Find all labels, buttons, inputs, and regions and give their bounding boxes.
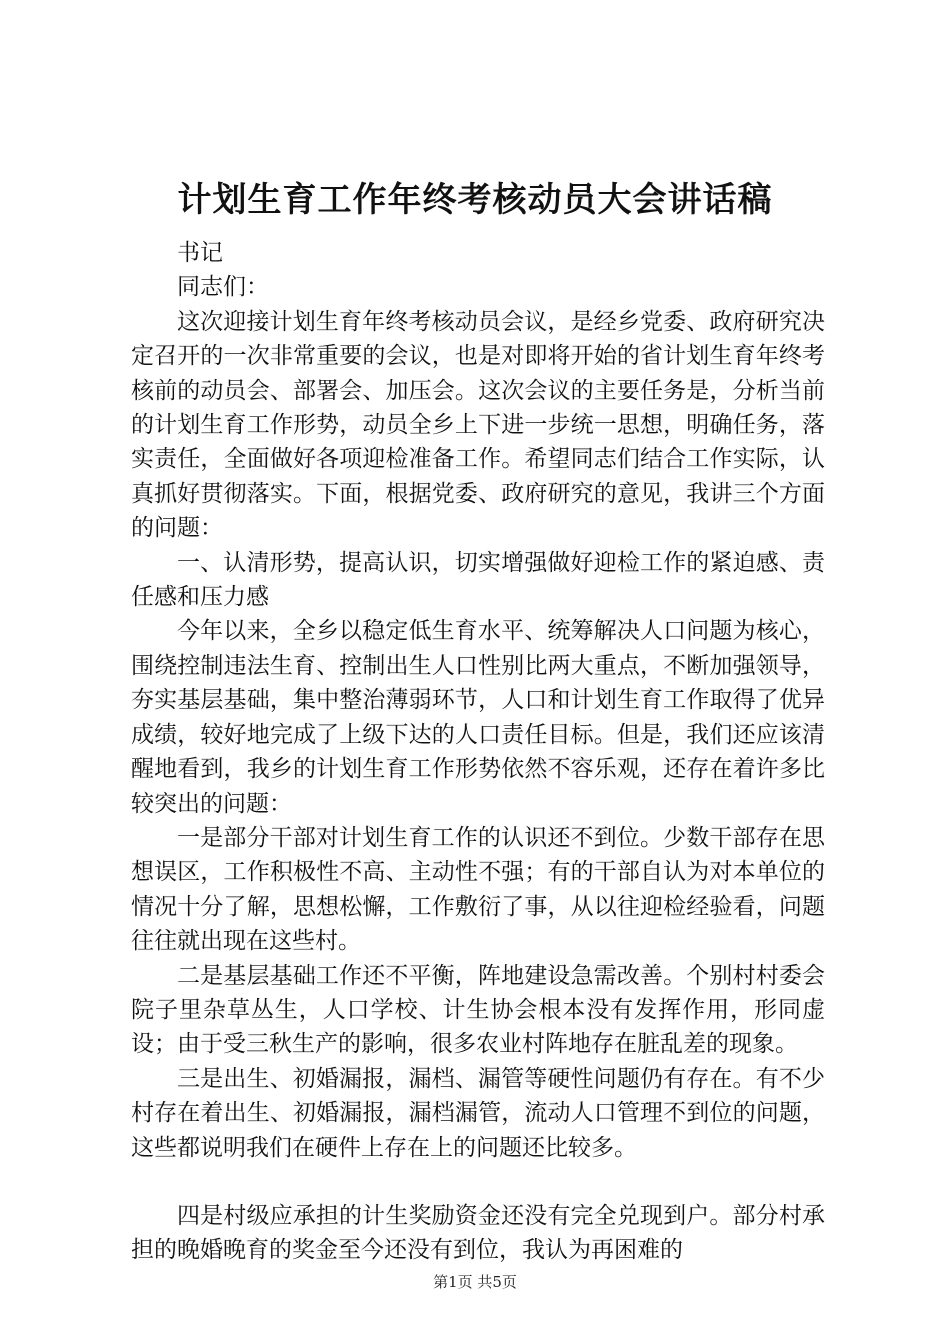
paragraph-problem-1: 一是部分干部对计划生育工作的认识还不到位。少数干部存在思想误区，工作积极性不高、主动性不强；有的干部自认为对本单位的情况十分了解，思想松懈，工作敷衍了事，从以往迎检经验看，问题往往就出现在这些村。 xyxy=(131,824,825,955)
paragraph-salutation-comrades: 同志们： xyxy=(177,274,269,301)
paragraph-situation: 今年以来，全乡以稳定低生育水平、统筹解决人口问题为核心，围绕控制违法生育、控制出生人口性别比两大重点，不断加强领导，夯实基层基础，集中整治薄弱环节，人口和计划生育工作取得了优异成绩，较好地完成了上级下达的人口责任目标。但是，我们还应该清醒地看到，我乡的计划生育工作形势依然不容乐观，还存在着许多比较突出的问题： xyxy=(131,618,825,817)
page-number: 第1页 共5页 xyxy=(433,1273,517,1291)
paragraph-problem-3: 三是出生、初婚漏报，漏档、漏管等硬性问题仍有存在。有不少村存在着出生、初婚漏报，漏档漏管，流动人口管理不到位的问题，这些都说明我们在硬件上存在上的问题还比较多。 xyxy=(131,1065,825,1161)
paragraph-problem-4: 四是村级应承担的计生奖励资金还没有完全兑现到户。部分村承担的晚婚晚育的奖金至今还没有到位，我认为再困难的 xyxy=(131,1202,825,1264)
paragraph-salutation-secretary: 书记 xyxy=(177,240,223,266)
paragraph-intro: 这次迎接计划生育年终考核动员会议，是经乡党委、政府研究决定召开的一次非常重要的会议，也是对即将开始的省计划生育年终考核前的动员会、部署会、加压会。这次会议的主要任务是，分析当前的计划生育工作形势，动员全乡上下进一步统一思想，明确任务，落实责任，全面做好各项迎检准备工作。希望同志们结合工作实际，认真抓好贯彻落实。下面，根据党委、政府研究的意见，我讲三个方面的问题： xyxy=(131,308,825,542)
document-title: 计划生育工作年终考核动员大会讲话稿 xyxy=(177,180,773,220)
paragraph-problem-2: 二是基层基础工作还不平衡，阵地建设急需改善。个别村村委会院子里杂草丛生，人口学校、计生协会根本没有发挥作用，形同虚设；由于受三秋生产的影响，很多农业村阵地存在脏乱差的现象。 xyxy=(131,962,825,1058)
document-body xyxy=(131,236,825,1268)
section-heading-1: 一、认清形势，提高认识，切实增强做好迎检工作的紧迫感、责任感和压力感 xyxy=(131,549,825,611)
